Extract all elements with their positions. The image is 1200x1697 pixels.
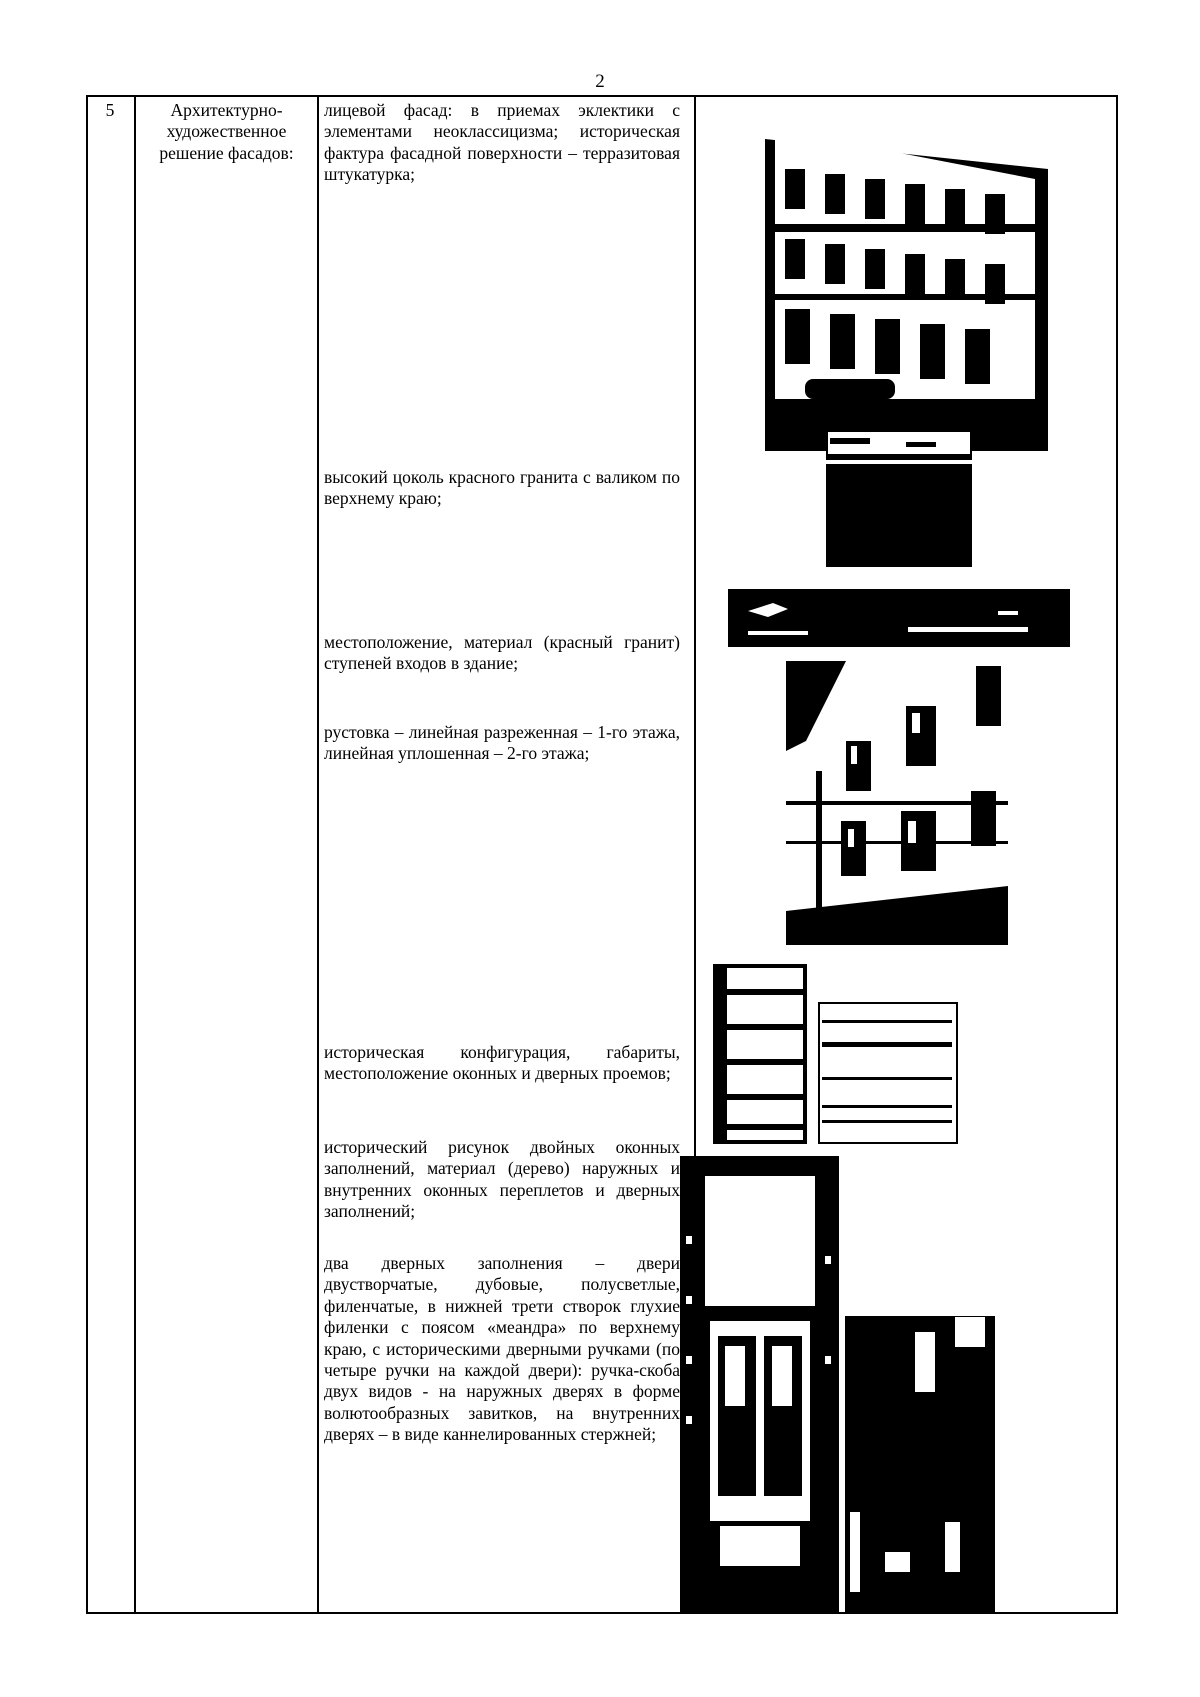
window-photo-left: [713, 964, 807, 1144]
rustication-photo: [786, 661, 1008, 945]
steps-photo: [728, 581, 1070, 647]
column-divider: [317, 97, 319, 1612]
item-text-rustication: рустовка – линейная разреженная – 1-го этажа, линейная уплошенная – 2-го этажа;: [324, 722, 680, 764]
item-text-steps: местоположение, материал (красный гранит) ступеней входов в здание;: [324, 632, 680, 674]
item-text-plinth: высокий цоколь красного гранита с валиком по верхнему краю;: [324, 467, 680, 509]
row-number: 5: [105, 100, 115, 120]
page-number: 2: [595, 71, 605, 92]
column-divider: [134, 97, 136, 1612]
row-title: Архитектурно-художественное решение фасадов:: [159, 100, 294, 163]
door-handles-photo: [845, 1312, 995, 1614]
door-photo: [680, 1156, 839, 1614]
window-photo-right: [818, 1002, 958, 1144]
item-text-doors: два дверных заполнения – двери двустворчатые, дубовые, полусветлые, филенчатые, в нижней трети створок глухие филенки с поясом «меандра» по верхнему краю, с историческими дверными ручками (по четыре ручки на каждой двери): ручка-скоба двух видов - на наружных дверях в форме волютообразных завитков, на внутренних дверях – в виде каннелированных стержней;: [324, 1253, 680, 1445]
item-text-openings: историческая конфигурация, габариты, местоположение оконных и дверных проемов;: [324, 1042, 680, 1084]
facade-photo: [765, 99, 1048, 451]
item-text-window-fillings: исторический рисунок двойных оконных заполнений, материал (дерево) наружных и внутренних оконных переплетов и дверных заполнений;: [324, 1137, 680, 1222]
plinth-photo: [826, 430, 972, 567]
item-text-facade: лицевой фасад: в приемах эклектики с элементами неоклассицизма; историческая фактура фасадной поверхности – терразитовая штукатурка;: [324, 100, 680, 185]
protection-table: [86, 95, 1118, 1614]
